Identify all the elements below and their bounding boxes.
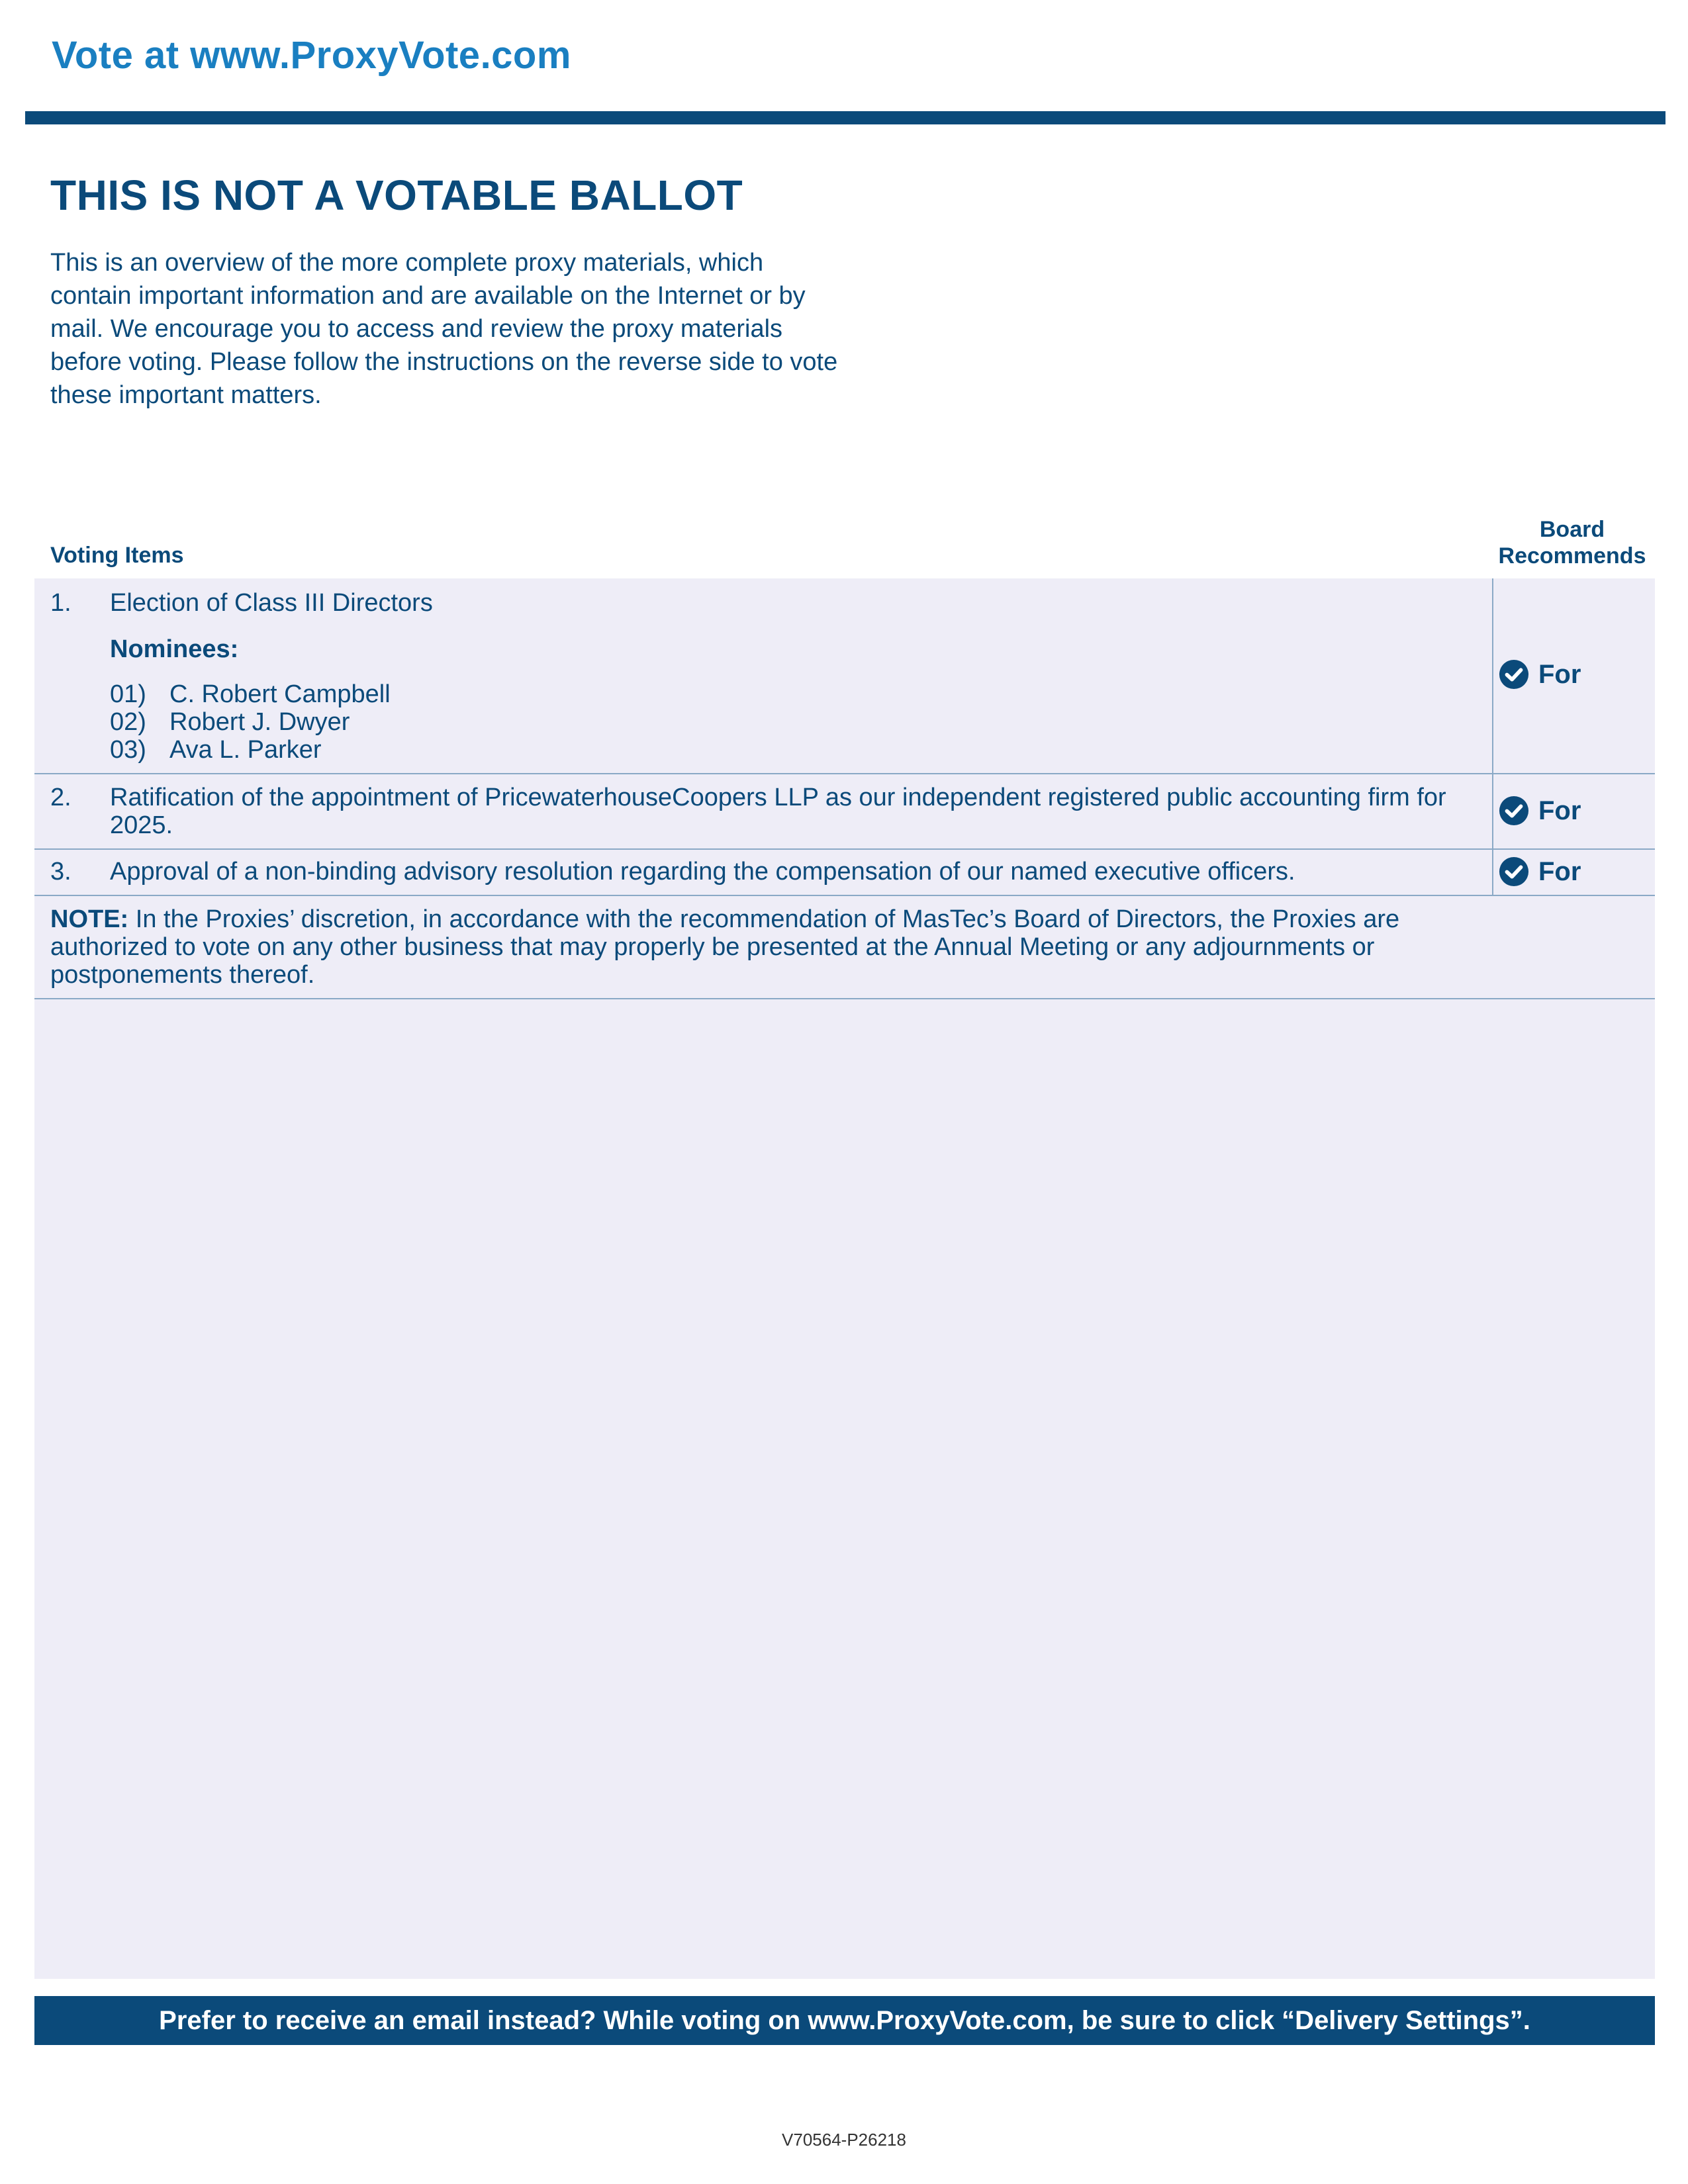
recommendation-3 <box>1499 856 1581 887</box>
note <box>50 905 1493 989</box>
column-divider <box>1492 850 1493 896</box>
note-row <box>34 896 1655 999</box>
nominee-name: Ava L. Parker <box>169 736 322 764</box>
nominee-name: C. Robert Campbell <box>169 680 391 708</box>
check-circle-icon <box>1499 856 1529 887</box>
column-header-board-recommends: Board Recommends <box>1498 517 1646 569</box>
nominee-2 <box>110 708 350 736</box>
item-number: 2. <box>50 784 71 811</box>
column-divider <box>1492 578 1493 774</box>
column-header-voting-items: Voting Items <box>50 543 184 568</box>
nominee-number: 02) <box>110 708 146 736</box>
document-code: V70564-P26218 <box>782 2130 906 2150</box>
note-label: NOTE: <box>50 905 129 933</box>
delivery-settings-banner <box>34 1996 1655 2045</box>
item-text: Ratification of the appointment of PricewaterhouseCoopers LLP as our independent registered public accounting firm for 2025. <box>110 784 1446 839</box>
voting-item-row-1 <box>34 578 1655 774</box>
page-title: THIS IS NOT A VOTABLE BALLOT <box>50 171 743 219</box>
intro-paragraph: This is an overview of the more complete proxy materials, which contain important information and are available on the Internet or by mail. We encourage you to access and review the proxy materials before voting. Please follow the instructions on the reverse side to vote these important matters. <box>50 249 838 409</box>
check-circle-icon <box>1499 659 1529 690</box>
recommendation-label: For <box>1538 796 1581 825</box>
nominee-name: Robert J. Dwyer <box>169 708 350 736</box>
recommendation-label: For <box>1538 659 1581 689</box>
header-rule <box>25 111 1665 124</box>
item-text: Approval of a non-binding advisory resolution regarding the compensation of our named executive officers. <box>110 858 1295 886</box>
item-text: Election of Class III Directors <box>110 589 433 617</box>
recommendation-label: For <box>1538 856 1581 886</box>
item-number: 3. <box>50 858 71 886</box>
voting-item-row-3 <box>34 850 1655 896</box>
item-number: 1. <box>50 589 71 617</box>
note-text: In the Proxies’ discretion, in accordance with the recommendation of MasTec’s Board of Directors, the Proxies are authorized to vote on any other business that may properly be presented at the Annual Meeting or any adjournments or postponements thereof. <box>50 905 1400 989</box>
voting-item-row-2 <box>34 774 1655 850</box>
column-divider <box>1492 774 1493 850</box>
nominee-1 <box>110 680 391 708</box>
recommendation-2 <box>1499 796 1581 826</box>
nominee-number: 01) <box>110 680 146 708</box>
nominees-label: Nominees: <box>110 635 239 663</box>
banner-text: Prefer to receive an email instead? While voting on www.ProxyVote.com, be sure to click “Delivery Settings”. <box>159 2005 1530 2035</box>
recommendation-1 <box>1499 659 1581 690</box>
nominee-3 <box>110 736 322 764</box>
header-title[interactable]: Vote at www.ProxyVote.com <box>52 34 571 77</box>
check-circle-icon <box>1499 796 1529 826</box>
nominee-number: 03) <box>110 736 146 764</box>
